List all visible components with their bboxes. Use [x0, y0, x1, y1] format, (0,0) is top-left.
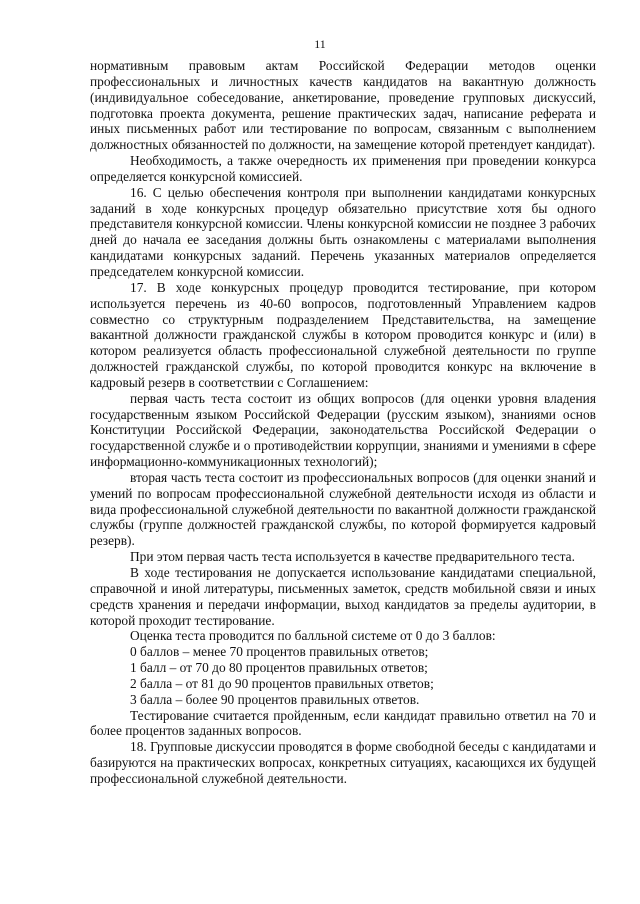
- paragraph-continuation: нормативным правовым актам Российской Федерации методов оценки профессиональных и личностных качеств кандидатов на вакантную должность (индивидуальное собеседование, анкетирование, проведение групповых дискуссий, подготовка проекта документа, решение практических задач, написание реферата и иных письменных работ или тестирование по вопросам, связанным с выполнением должностных обязанностей по должности, на замещение которой претендует кандидат).: [90, 58, 596, 153]
- paragraph-test-part-one: первая часть теста состоит из общих вопросов (для оценки уровня владения государственным языком Российской Федерации (русским языком), знаниями основ Конституции Российской Федерации, законодательства Российской Федерации о государственной службе и о противодействии коррупции, знаниями и умениями в сфере информационно-коммуникационных технологий);: [90, 390, 596, 470]
- score-item-0: 0 баллов – менее 70 процентов правильных ответов;: [130, 644, 429, 660]
- document-body: [90, 58, 596, 787]
- paragraph-18: 18. Групповые дискуссии проводятся в форме свободной беседы с кандидатами и базируются на практических вопросах, конкретных ситуациях, касающихся их будущей профессиональной служебной деятельности.: [90, 739, 596, 786]
- paragraph-order-of-methods: Необходимость, а также очередность их применения при проведении конкурса определяется конкурсной комиссией.: [90, 153, 596, 184]
- score-item-2: 2 балла – от 81 до 90 процентов правильных ответов;: [130, 675, 434, 691]
- paragraph-preliminary-test: При этом первая часть теста используется в качестве предварительного теста.: [130, 549, 575, 565]
- paragraph-pass-criteria: Тестирование считается пройденным, если кандидат правильно ответил на 70 и более процентов заданных вопросов.: [90, 707, 596, 739]
- page-number: 11: [314, 37, 326, 51]
- paragraph-test-part-two: вторая часть теста состоит из профессиональных вопросов (для оценки знаний и умений по вопросам профессиональной служебной деятельности исходя из области и вида профессиональной служебной деятельности по вакантной должности гражданской службы (группе должностей гражданской службы, по которой формируется кадровый резерв).: [90, 469, 596, 549]
- paragraph-scoring-intro: Оценка теста проводится по балльной системе от 0 до 3 баллов:: [130, 628, 496, 644]
- paragraph-17: 17. В ходе конкурсных процедур проводится тестирование, при котором используется перечень из 40-60 вопросов, подготовленный Управлением кадров совместно со структурным подразделением Представительства, на замещение вакантной должности гражданской службы в котором проводится конкурс и (или) в котором реализуется область профессиональной служебной деятельности по группе должностей гражданской службы, по которой проводится конкурс на включение в кадровый резерв в соответствии с Соглашением:: [90, 279, 596, 390]
- score-item-1: 1 балл – от 70 до 80 процентов правильных ответов;: [130, 660, 428, 676]
- score-item-3: 3 балла – более 90 процентов правильных ответов.: [130, 691, 420, 707]
- paragraph-testing-restrictions: В ходе тестирования не допускается использование кандидатами специальной, справочной и иной литературы, письменных заметок, средств мобильной связи и иных средств хранения и передачи информации, выход кандидатов за пределы аудитории, в которой проходит тестирование.: [90, 565, 596, 628]
- paragraph-16: 16. С целью обеспечения контроля при выполнении кандидатами конкурсных заданий в ходе конкурсных процедур обязательно присутствие хотя бы одного представителя конкурсной комиссии. Члены конкурсной комиссии не позднее 3 рабочих дней до начала ее заседания должны быть ознакомлены с материалами выполнения кандидатами конкурсных заданий. Перечень указанных материалов определяется председателем конкурсной комиссии.: [90, 184, 596, 279]
